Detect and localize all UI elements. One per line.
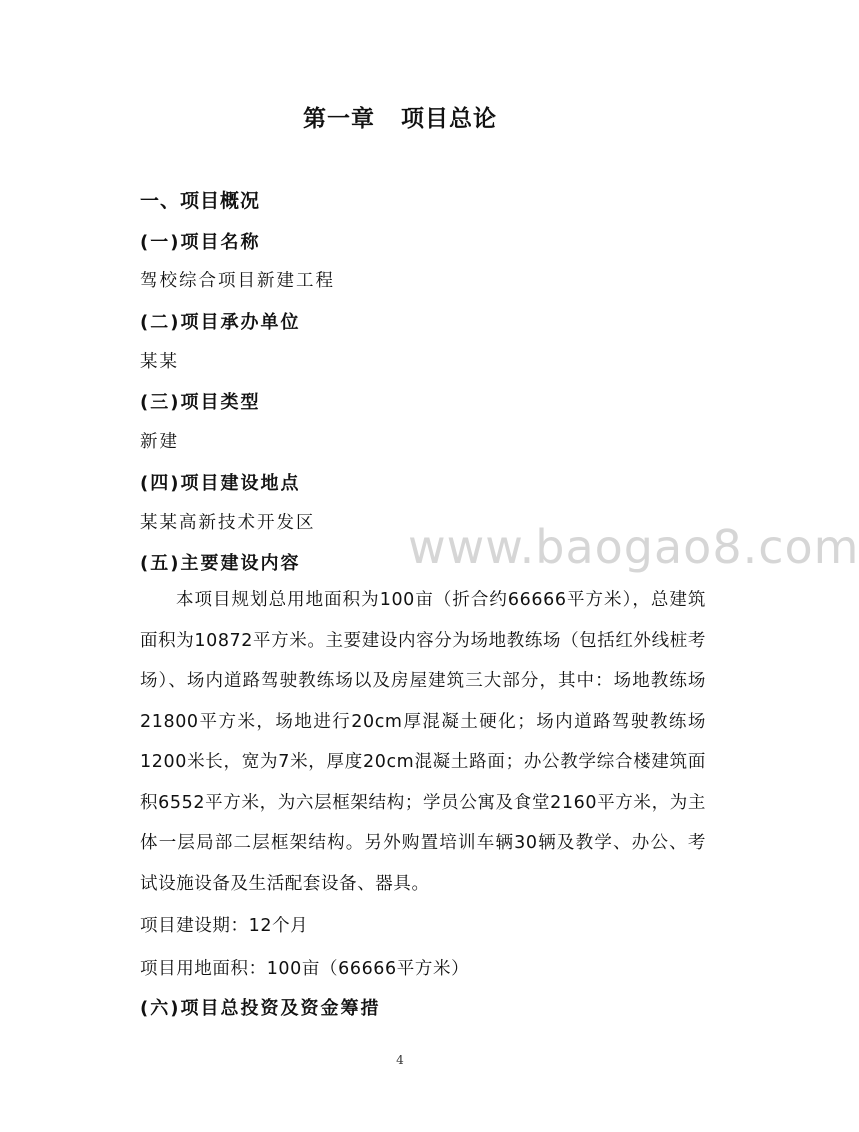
item-heading-type: (三)项目类型	[140, 392, 261, 413]
page-number: 4	[396, 1053, 404, 1067]
construction-period: 项目建设期：12个月	[140, 916, 309, 936]
chapter-label: 第一章	[303, 106, 375, 132]
item-value-location: 某某高新技术开发区	[140, 513, 316, 533]
investment-heading: (六)项目总投资及资金筹措	[140, 998, 381, 1019]
section-heading: 一、项目概况	[140, 190, 261, 212]
land-area: 项目用地面积：100亩（66666平方米）	[140, 959, 470, 979]
content-heading: (五)主要建设内容	[140, 553, 301, 574]
chapter-title	[0, 100, 800, 133]
chapter-name: 项目总论	[401, 106, 497, 132]
item-value-name: 驾校综合项目新建工程	[140, 271, 335, 291]
item-heading-location: (四)项目建设地点	[140, 473, 301, 494]
item-heading-name: (一)项目名称	[140, 232, 261, 253]
item-heading-organizer: (二)项目承办单位	[140, 312, 301, 333]
item-value-type: 新建	[140, 432, 179, 452]
item-value-organizer: 某某	[140, 352, 179, 372]
watermark: www.baogao8.com	[408, 520, 859, 574]
content-paragraph: 本项目规划总用地面积为100亩（折合约66666平方米），总建筑面积为10872平方米。主要建设内容分为场地教练场（包括红外线桩考场）、场内道路驾驶教练场以及房屋建筑三大部分，其中：场地教练场21800平方米，场地进行20cm厚混凝土硬化；场内道路驾驶教练场1200米长，宽为7米，厚度20cm混凝土路面；办公教学综合楼建筑面积6552平方米，为六层框架结构；学员公寓及食堂2160平方米，为主体一层局部二层框架结构。另外购置培训车辆30辆及教学、办公、考试设施设备及生活配套设备、器具。	[140, 590, 706, 894]
